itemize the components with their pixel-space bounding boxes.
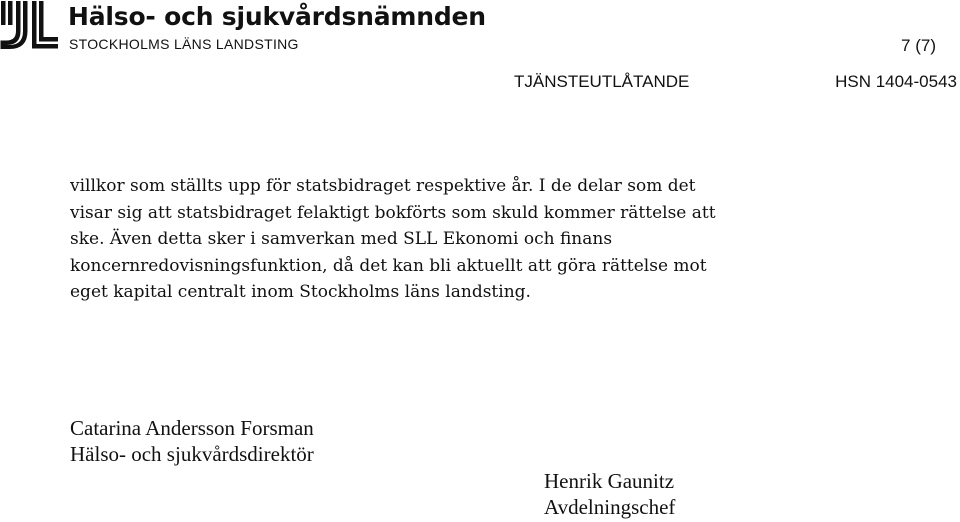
document-reference: HSN 1404-0543 <box>835 72 957 91</box>
signatory-title: Hälso- och sjukvårdsdirektör <box>70 442 314 466</box>
sll-logo-icon <box>0 0 60 50</box>
organization-name: Hälso- och sjukvårdsnämnden <box>68 2 486 31</box>
paragraph-line: villkor som ställts upp för statsbidraget respektive år. I de delar som det <box>70 176 696 196</box>
document-type: TJÄNSTEUTLÅTANDE <box>514 72 690 91</box>
paragraph-line: eget kapital centralt inom Stockholms läns landsting. <box>70 282 531 302</box>
signature-left <box>70 415 314 467</box>
signatory-title: Avdelningschef <box>544 495 676 519</box>
signature-right <box>544 468 675 520</box>
paragraph-line: koncernredovisningsfunktion, då det kan bli aktuellt att göra rättelse mot <box>70 255 707 276</box>
organization-subtitle: STOCKHOLMS LÄNS LANDSTING <box>69 36 299 52</box>
page-number: 7 (7) <box>901 36 936 55</box>
body-paragraph <box>70 173 770 306</box>
signatory-name: Catarina Andersson Forsman <box>70 416 314 440</box>
paragraph-line: visar sig att statsbidraget felaktigt bokförts som skuld kommer rättelse att <box>70 202 716 223</box>
paragraph-line: ske. Även detta sker i samverkan med SLL Ekonomi och finans <box>70 229 613 249</box>
signatory-name: Henrik Gaunitz <box>544 469 675 493</box>
